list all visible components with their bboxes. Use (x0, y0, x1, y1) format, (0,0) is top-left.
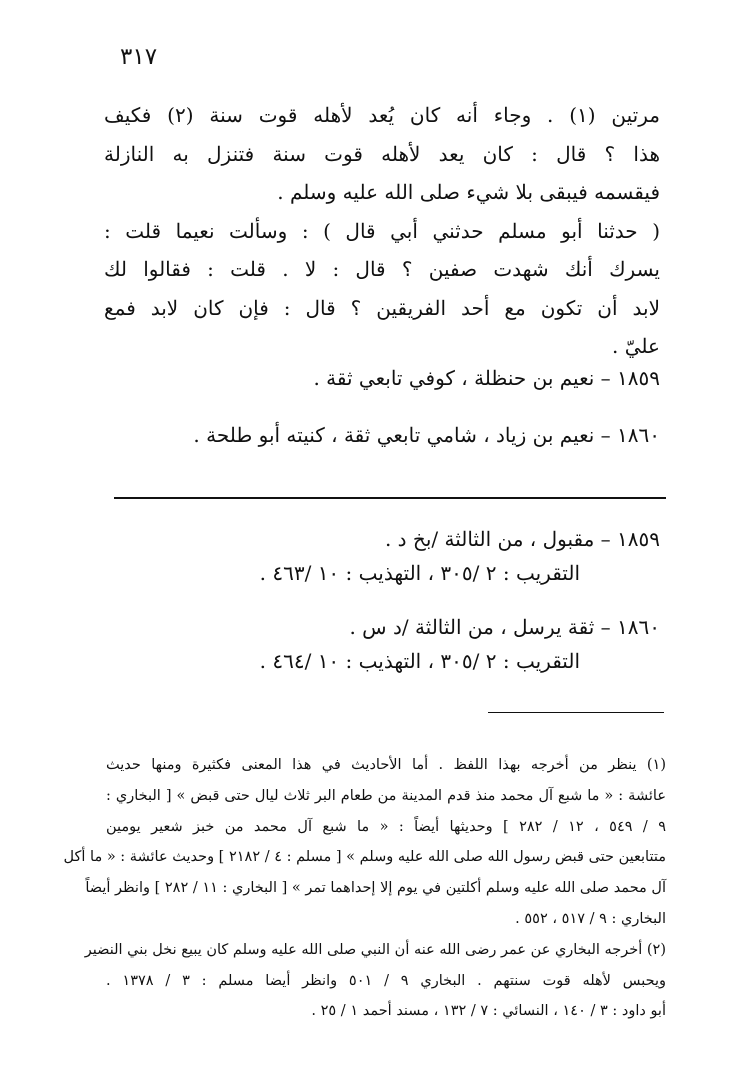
footnote-line: آل محمد صلى الله عليه وسلم أكلتين في يوم إلا إحداهما تمر » [ البخاري : ١١ / ٢٨٢ ] وانظر أيضاً (85, 880, 666, 897)
editor-note (260, 522, 660, 590)
main-text-line: هذا ؟ قال : كان يعد لأهله قوت سنة فتنزل به النازلة (104, 141, 660, 166)
editor-note (260, 610, 660, 678)
note-grade: – ثقة يرسل ، من الثالثة /د س . (349, 615, 611, 639)
note-reference: التقريب : ٢ /٣٠٥ ، التهذيب : ١٠ /٤٦٤ . (259, 649, 580, 673)
main-text-line: عليّ . (612, 334, 660, 358)
note-number: ١٨٦٠ (617, 615, 660, 639)
entry-text: – نعيم بن زياد ، شامي تابعي ثقة ، كنيته أبو طلحة . (193, 423, 611, 447)
footnote-line: ويحبس لأهله قوت سنتهم . البخاري ٩ / ٥٠١ وانظر أيضا مسلم : ٣ / ١٣٧٨ . (106, 972, 666, 989)
main-text-line: لابد أن تكون مع أحد الفريقين ؟ قال : فإن كان لابد فمع (104, 295, 660, 320)
footnote-line: متتابعين حتى قبض رسول الله صلى الله عليه وسلم » [ مسلم : ٤ / ٢١٨٢ ] وحديث عائشة : « ما أكل (63, 849, 666, 866)
section-divider (114, 497, 666, 499)
footnote-line: أبو داود : ٣ / ١٤٠ ، النسائي : ٧ / ١٣٢ ، مسند أحمد ١ / ٢٥ . (311, 1003, 666, 1020)
note-grade: – مقبول ، من الثالثة /بخ د . (384, 527, 611, 551)
footnotes (63, 750, 667, 1027)
entry-text: – نعيم بن حنظلة ، كوفي تابعي ثقة . (313, 366, 611, 390)
entry-number: ١٨٥٩ (617, 366, 660, 390)
main-text-line: مرتين (١) . وجاء أنه كان يُعد لأهله قوت سنة (٢) فكيف (104, 103, 660, 127)
main-text (104, 96, 660, 366)
footnote-line: البخاري : ٩ / ٥١٧ ، ٥٥٢ . (515, 910, 666, 927)
note-reference: التقريب : ٢ /٣٠٥ ، التهذيب : ١٠ /٤٦٣ . (259, 561, 580, 585)
page-number: ٣١٧ (120, 44, 158, 70)
footnote-line: (٢) أخرجه البخاري عن عمر رضى الله عنه أن النبي صلى الله عليه وسلم كان يبيع نخل بني النضير (84, 941, 666, 958)
main-text-line: يسرك أنك شهدت صفين ؟ قال : لا . قلت : فقالوا لك (104, 257, 660, 281)
entry-number: ١٨٦٠ (617, 423, 660, 447)
footnote-line: ٩ / ٥٤٩ ، ١٢ / ٢٨٢ ] وحديثها أيضاً : « ما شبع آل محمد من خبز شعير يومين (106, 818, 667, 835)
biography-entry (313, 366, 660, 390)
note-number: ١٨٥٩ (617, 527, 660, 551)
footnote-divider (488, 712, 664, 713)
footnote-line: (١) ينظر من أخرجه بهذا اللفظ . أما الأحاديث في هذا المعنى فكثيرة ومنها حديث (106, 757, 666, 773)
main-text-line: فيقسمه فيبقى بلا شيء صلى الله عليه وسلم . (277, 180, 660, 204)
footnote-line: عائشة : « ما شبع آل محمد منذ قدم المدينة من طعام البر ثلاث ليال حتى قبض » [ البخاري : (106, 787, 666, 804)
biography-entry (193, 423, 660, 447)
main-text-line: ( حدثنا أبو مسلم حدثني أبي قال ) : وسألت نعيما قلت : (104, 218, 660, 243)
